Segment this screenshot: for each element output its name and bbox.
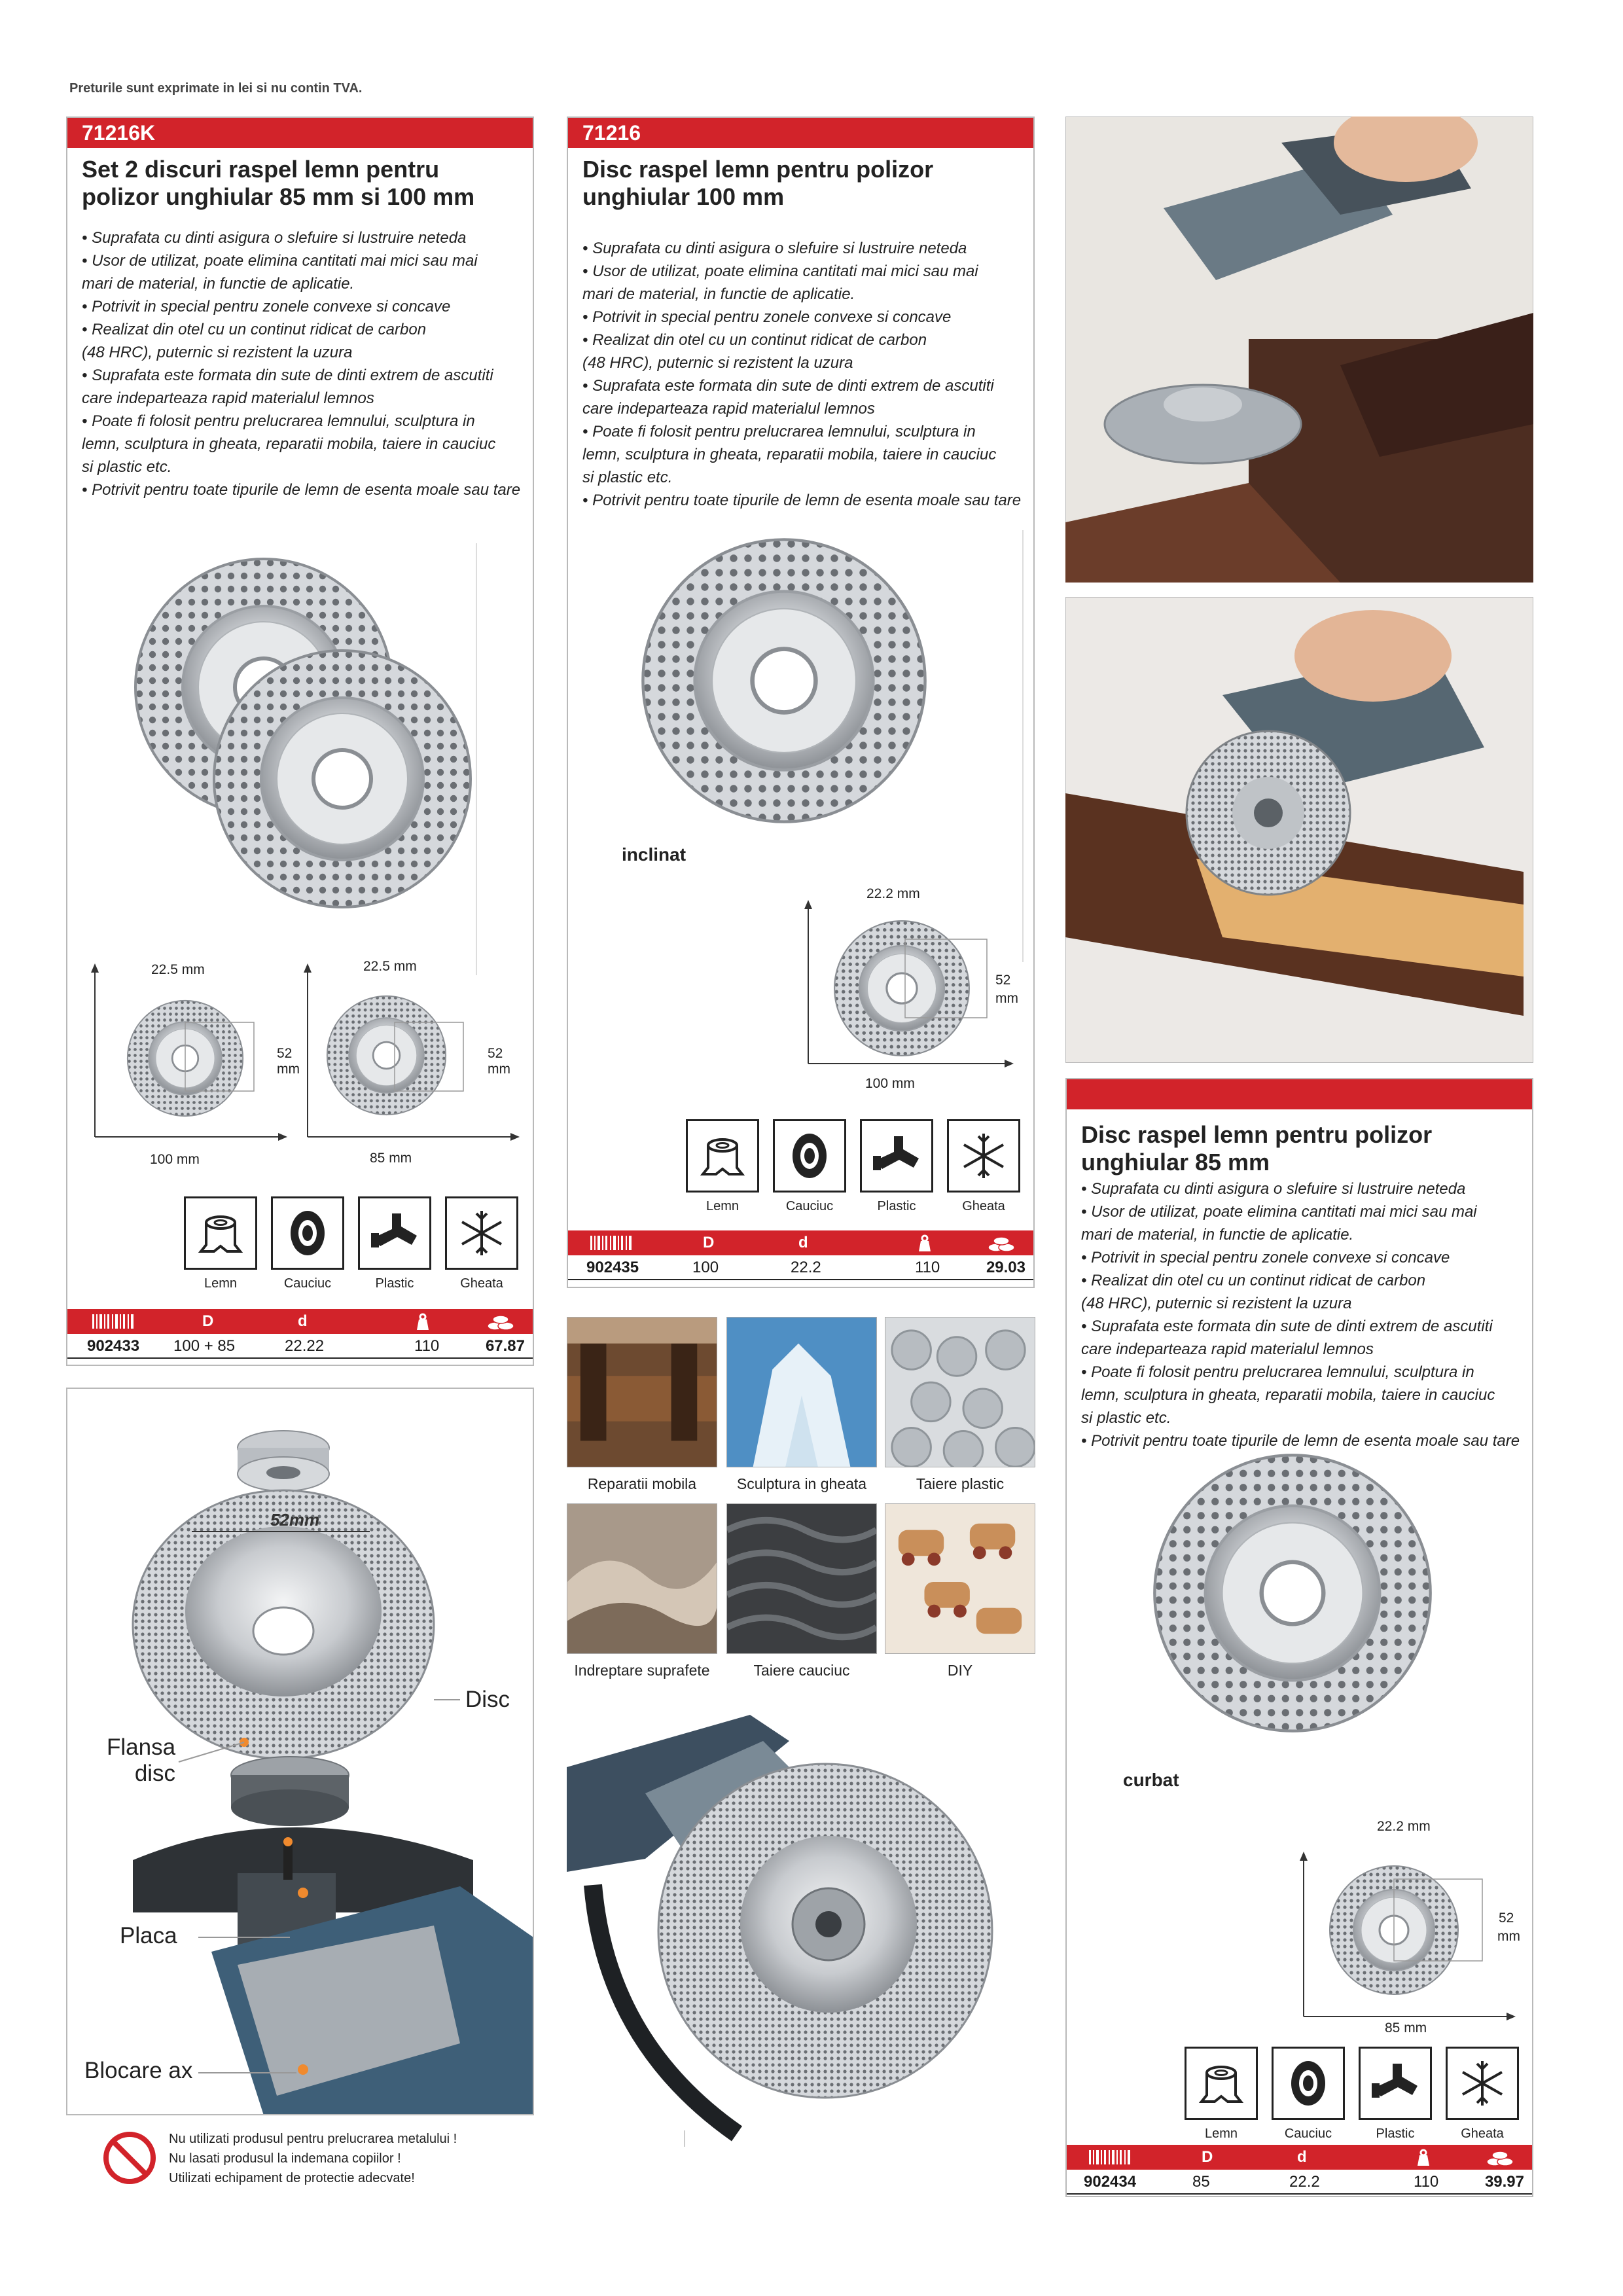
weight-value: 110: [915, 1259, 940, 1276]
product-title: Disc raspel lemn pentru polizor unghiular 85 mm: [1081, 1121, 1433, 1175]
material-lemn: Lemn: [1185, 2047, 1258, 2142]
product-code-badge: [1067, 1079, 1532, 1109]
dim-diameter-1: 100 mm: [150, 1152, 200, 1167]
material-lemn: Lemn: [184, 1196, 257, 1291]
furniture-photo: [567, 1317, 717, 1467]
coins-icon: [1486, 2149, 1514, 2167]
shape-label: curbat: [1123, 1770, 1179, 1790]
tire-icon: [783, 1130, 836, 1182]
barcode-icon: [1089, 2150, 1131, 2164]
application-reparatii-mobila: Reparatii mobila: [567, 1317, 717, 1493]
dim-diameter: 85 mm: [1385, 2020, 1427, 2036]
pipe-tee-icon: [870, 1130, 923, 1182]
price-table: [67, 1309, 533, 1359]
disc-size-label: 52mm: [270, 1510, 320, 1530]
material-cauciuc: Cauciuc: [1272, 2047, 1345, 2142]
barcode-icon: [92, 1314, 134, 1329]
usage-photo-grinder-on-wood-2: [1065, 597, 1533, 1063]
price-row: [568, 1255, 1033, 1280]
col-D: D: [703, 1234, 715, 1251]
page-note: Preturile sunt exprimate in lei si nu contin TVA.: [69, 81, 363, 96]
price-table: [1067, 2145, 1532, 2195]
weight-icon: [916, 1234, 933, 1251]
material-cauciuc: Cauciuc: [773, 1119, 846, 1214]
price-table-header: [568, 1230, 1033, 1255]
product-code-badge: 71216: [568, 118, 1033, 148]
barcode-icon: [590, 1236, 632, 1250]
ice-sculpture-photo: [726, 1317, 877, 1467]
plastic-pipes-photo: [885, 1317, 1035, 1467]
product-title: Disc raspel lemn pentru polizor unghiular 100 mm: [582, 156, 934, 210]
snowflake-icon: [455, 1207, 508, 1259]
feature-list: • Suprafata cu dinti asigura o slefuire si lustruire neteda • Usor de utilizat, poate elimina cantitati mai mici sau mai mari de material, in functie de aplicatie. • Potrivit in special pentru zonele convexe si concave • Realizat din otel cu un continut ridicat de carbon (48 HRC), puternic si rezistent la uzura • Suprafata este formata din sute de dinti extrem de ascutiti care indeparteaza rapid materialul lemnos • Poate fi folosit pentru prelucrarea lemnului, sculptura in lemn, sculptura in gheata, reparatii mobila, taiere in cauciuc si plastic etc. • Potrivit pentru toate tipurile de lemn de esenta moale sau tare: [82, 229, 521, 499]
product-title: Set 2 discuri raspel lemn pentru polizor unghiular 85 mm si 100 mm: [82, 156, 475, 210]
col-d: d: [798, 1234, 808, 1251]
pipe-tee-icon: [1369, 2057, 1421, 2109]
product-code: 902434: [1084, 2173, 1137, 2191]
col-D: D: [202, 1312, 214, 1330]
product-panel-71216: [567, 117, 1035, 1288]
application-diy: DIY: [885, 1503, 1035, 1679]
product-photo-two-discs: [94, 543, 512, 975]
dim-diameter: 100 mm: [865, 1076, 915, 1091]
weight-value: 110: [414, 1337, 440, 1355]
dim-height-unit-2: mm: [488, 1062, 510, 1077]
dimension-drawing: [800, 893, 1016, 1083]
wooden-toys-photo: [885, 1503, 1035, 1654]
coins-icon: [486, 1313, 515, 1331]
dim-height-unit: mm: [1497, 1929, 1520, 1944]
product-code-badge: 71216K: [67, 118, 533, 148]
material-gheata: Gheata: [445, 1196, 518, 1291]
callout-shaft-lock: Blocare ax: [84, 2058, 193, 2083]
material-lemn: Lemn: [686, 1119, 759, 1214]
assembly-diagram: [66, 1388, 534, 2115]
diameter-value: 100 + 85: [173, 1337, 236, 1355]
material-plastic: Plastic: [358, 1196, 431, 1291]
prohibited-icon: [102, 2130, 157, 2185]
weight-value: 110: [1414, 2173, 1439, 2191]
weight-icon: [1415, 2149, 1432, 2166]
snowflake-icon: [957, 1130, 1010, 1182]
col-d: d: [298, 1312, 308, 1330]
wood-stump-icon: [1195, 2057, 1247, 2109]
dim-height: 52: [1499, 1910, 1514, 1926]
diameter-value: 85: [1192, 2173, 1210, 2191]
dim-height-2: 52: [488, 1046, 503, 1061]
callout-plate: Placa: [120, 1923, 177, 1948]
price-table-header: [1067, 2145, 1532, 2170]
wood-stump-icon: [696, 1130, 749, 1182]
material-icons: [686, 1119, 1020, 1214]
product-panel-71216k: [66, 117, 534, 1366]
dim-bore: 22.2 mm: [1377, 1819, 1431, 1834]
surface-photo: [567, 1503, 717, 1654]
dim-height-1: 52: [277, 1046, 293, 1061]
bore-value: 22.2: [1289, 2173, 1320, 2191]
tire-icon: [281, 1207, 334, 1259]
bore-value: 22.22: [285, 1337, 325, 1355]
application-taiere-plastic: Taiere plastic: [885, 1317, 1035, 1493]
usage-photo-grinder-disc: [567, 1715, 1035, 2147]
dim-height: 52: [995, 973, 1011, 988]
price-table: [568, 1230, 1033, 1280]
dim-height-unit-1: mm: [277, 1062, 300, 1077]
wood-stump-icon: [194, 1207, 247, 1259]
product-code: 902435: [586, 1259, 639, 1276]
weight-icon: [414, 1313, 431, 1330]
dim-height-unit: mm: [995, 991, 1018, 1006]
dim-bore: 22.2 mm: [866, 886, 920, 901]
price-value: 29.03: [986, 1259, 1026, 1276]
material-icons: [184, 1196, 518, 1291]
feature-list: • Suprafata cu dinti asigura o slefuire si lustruire neteda • Usor de utilizat, poate elimina cantitati mai mici sau mai mari de material, in functie de aplicatie. • Potrivit in special pentru zonele convexe si concave • Realizat din otel cu un continut ridicat de carbon (48 HRC), puternic si rezistent la uzura • Suprafata este formata din sute de dinti extrem de ascutiti care indeparteaza rapid materialul lemnos • Poate fi folosit pentru prelucrarea lemnului, sculptura in lemn, sculptura in gheata, reparatii mobila, taiere in cauciuc si plastic etc. • Potrivit pentru toate tipurile de lemn de esenta moale sau tare: [582, 240, 1022, 509]
dim-diameter-2: 85 mm: [370, 1151, 412, 1166]
diameter-value: 100: [692, 1259, 719, 1276]
callout-disc: Disc: [465, 1687, 510, 1712]
callout-flange: Flansa disc: [107, 1734, 176, 1786]
dim-bore-1: 22.5 mm: [151, 962, 205, 977]
application-taiere-cauciuc: Taiere cauciuc: [726, 1503, 877, 1679]
bore-value: 22.2: [791, 1259, 821, 1276]
coins-icon: [987, 1234, 1016, 1253]
snowflake-icon: [1456, 2057, 1508, 2109]
application-indreptare-suprafete: Indreptare suprafete: [567, 1503, 717, 1679]
dimension-drawing-100mm: [87, 957, 293, 1147]
usage-photo-grinder-on-wood-1: [1065, 117, 1533, 583]
material-plastic: Plastic: [860, 1119, 933, 1214]
application-sculptura-gheata: Sculptura in gheata: [726, 1317, 877, 1493]
tire-icon: [1282, 2057, 1334, 2109]
material-gheata: Gheata: [1446, 2047, 1519, 2142]
feature-list: • Suprafata cu dinti asigura o slefuire si lustruire neteda • Usor de utilizat, poate elimina cantitati mai mici sau mai mari de material, in functie de aplicatie. • Potrivit in special pentru zonele convexe si concave • Realizat din otel cu un continut ridicat de carbon (48 HRC), puternic si rezistent la uzura • Suprafata este formata din sute de dinti extrem de ascutiti care indeparteaza rapid materialul lemnos • Poate fi folosit pentru prelucrarea lemnului, sculptura in lemn, sculptura in gheata, reparatii mobila, taiere in cauciuc si plastic etc. • Potrivit pentru toate tipurile de lemn de esenta moale sau tare: [1081, 1180, 1520, 1450]
product-code: 902433: [87, 1337, 140, 1355]
price-value: 67.87: [485, 1337, 525, 1355]
dimension-drawing: [1296, 1845, 1518, 2035]
price-value: 39.97: [1484, 2173, 1524, 2191]
price-row: [1067, 2170, 1532, 2195]
material-gheata: Gheata: [947, 1119, 1020, 1214]
material-icons: [1185, 2047, 1519, 2142]
material-plastic: Plastic: [1359, 2047, 1432, 2142]
price-row: [67, 1334, 533, 1359]
dim-bore-2: 22.5 mm: [363, 959, 417, 974]
col-d: d: [1297, 2148, 1307, 2166]
shape-label: inclinat: [622, 844, 687, 865]
rubber-photo: [726, 1503, 877, 1654]
price-table-header: [67, 1309, 533, 1334]
product-panel-85mm: [1065, 1078, 1533, 2197]
col-D: D: [1202, 2148, 1213, 2166]
warning-text: Nu utilizati produsul pentru prelucrarea metalului ! Nu lasati produsul la indemana copiilor ! Utilizati echipament de protectie adecvate!: [169, 2132, 457, 2185]
product-photo-disc-curbat: [1132, 1446, 1525, 1812]
pipe-tee-icon: [368, 1207, 421, 1259]
material-cauciuc: Cauciuc: [271, 1196, 344, 1291]
